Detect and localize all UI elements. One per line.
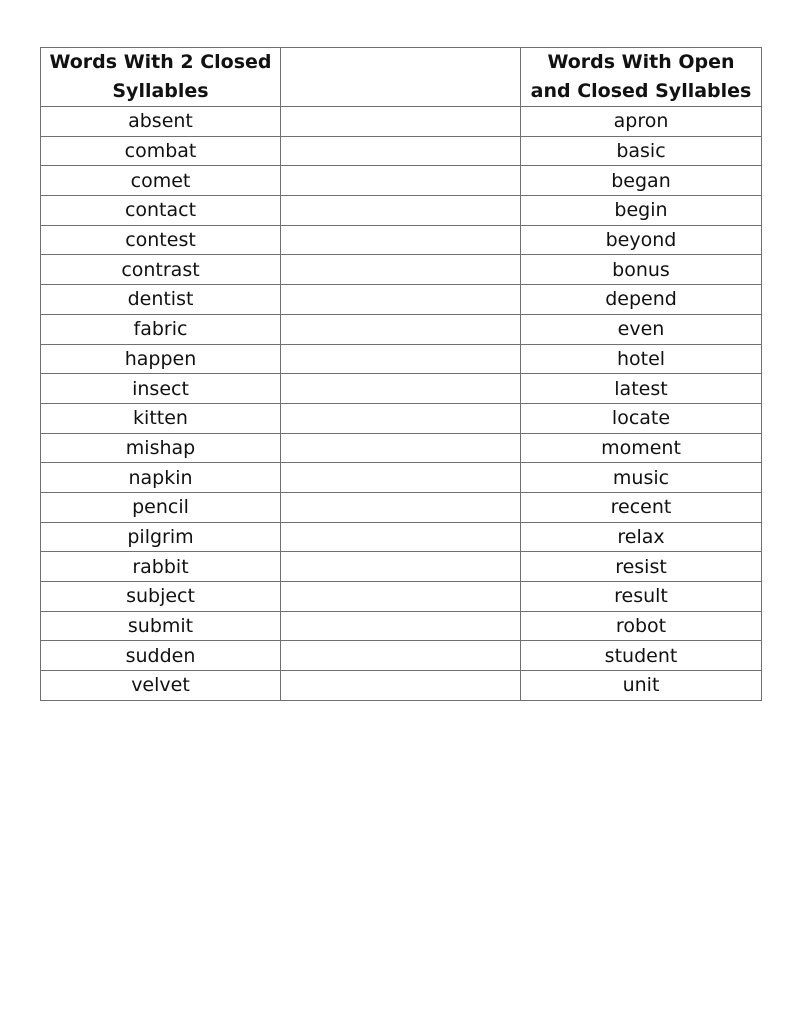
blank-cell xyxy=(281,463,521,493)
header-line: Words With Open xyxy=(547,51,735,73)
open-closed-word-cell: resist xyxy=(521,552,762,582)
table-row xyxy=(41,552,762,582)
header-line: Syllables xyxy=(112,80,209,102)
word-sort-table xyxy=(40,47,762,701)
open-closed-word-cell: basic xyxy=(521,136,762,166)
open-closed-word-cell: relax xyxy=(521,522,762,552)
open-closed-word-cell: beyond xyxy=(521,225,762,255)
header-closed-syllables xyxy=(41,48,281,107)
table-row xyxy=(41,522,762,552)
open-closed-word-cell: recent xyxy=(521,492,762,522)
open-closed-word-cell: began xyxy=(521,166,762,196)
table-row xyxy=(41,166,762,196)
closed-word-cell: contest xyxy=(41,225,281,255)
blank-cell xyxy=(281,522,521,552)
open-closed-word-cell: latest xyxy=(521,374,762,404)
header-blank xyxy=(281,48,521,107)
table-row xyxy=(41,641,762,671)
closed-word-cell: combat xyxy=(41,136,281,166)
blank-cell xyxy=(281,196,521,226)
open-closed-word-cell: apron xyxy=(521,107,762,137)
closed-word-cell: mishap xyxy=(41,433,281,463)
closed-word-cell: contact xyxy=(41,196,281,226)
open-closed-word-cell: music xyxy=(521,463,762,493)
blank-cell xyxy=(281,314,521,344)
header-line: Words With 2 Closed xyxy=(49,51,272,73)
closed-word-cell: sudden xyxy=(41,641,281,671)
table-row xyxy=(41,403,762,433)
blank-cell xyxy=(281,403,521,433)
header-open-closed-syllables xyxy=(521,48,762,107)
table-row xyxy=(41,285,762,315)
closed-word-cell: fabric xyxy=(41,314,281,344)
blank-cell xyxy=(281,433,521,463)
closed-word-cell: subject xyxy=(41,582,281,612)
header-row xyxy=(41,48,762,107)
blank-cell xyxy=(281,641,521,671)
table-row xyxy=(41,611,762,641)
table-row xyxy=(41,255,762,285)
table-row xyxy=(41,107,762,137)
table-row xyxy=(41,463,762,493)
blank-cell xyxy=(281,671,521,701)
table-row xyxy=(41,582,762,612)
table-row xyxy=(41,492,762,522)
open-closed-word-cell: moment xyxy=(521,433,762,463)
blank-cell xyxy=(281,107,521,137)
blank-cell xyxy=(281,225,521,255)
open-closed-word-cell: unit xyxy=(521,671,762,701)
open-closed-word-cell: begin xyxy=(521,196,762,226)
table-row xyxy=(41,374,762,404)
open-closed-word-cell: depend xyxy=(521,285,762,315)
open-closed-word-cell: bonus xyxy=(521,255,762,285)
closed-word-cell: insect xyxy=(41,374,281,404)
open-closed-word-cell: result xyxy=(521,582,762,612)
blank-cell xyxy=(281,374,521,404)
blank-cell xyxy=(281,552,521,582)
blank-cell xyxy=(281,582,521,612)
blank-cell xyxy=(281,285,521,315)
table-row xyxy=(41,314,762,344)
closed-word-cell: dentist xyxy=(41,285,281,315)
closed-word-cell: pencil xyxy=(41,492,281,522)
open-closed-word-cell: student xyxy=(521,641,762,671)
blank-cell xyxy=(281,166,521,196)
open-closed-word-cell: locate xyxy=(521,403,762,433)
closed-word-cell: absent xyxy=(41,107,281,137)
closed-word-cell: napkin xyxy=(41,463,281,493)
open-closed-word-cell: hotel xyxy=(521,344,762,374)
blank-cell xyxy=(281,136,521,166)
closed-word-cell: velvet xyxy=(41,671,281,701)
table-row xyxy=(41,433,762,463)
table-row xyxy=(41,136,762,166)
closed-word-cell: submit xyxy=(41,611,281,641)
closed-word-cell: happen xyxy=(41,344,281,374)
blank-cell xyxy=(281,611,521,641)
blank-cell xyxy=(281,255,521,285)
table-row xyxy=(41,225,762,255)
header-line: and Closed Syllables xyxy=(530,80,752,102)
table-row xyxy=(41,671,762,701)
closed-word-cell: pilgrim xyxy=(41,522,281,552)
table-row xyxy=(41,196,762,226)
open-closed-word-cell: robot xyxy=(521,611,762,641)
closed-word-cell: kitten xyxy=(41,403,281,433)
blank-cell xyxy=(281,492,521,522)
table-row xyxy=(41,344,762,374)
open-closed-word-cell: even xyxy=(521,314,762,344)
closed-word-cell: contrast xyxy=(41,255,281,285)
closed-word-cell: rabbit xyxy=(41,552,281,582)
blank-cell xyxy=(281,344,521,374)
closed-word-cell: comet xyxy=(41,166,281,196)
